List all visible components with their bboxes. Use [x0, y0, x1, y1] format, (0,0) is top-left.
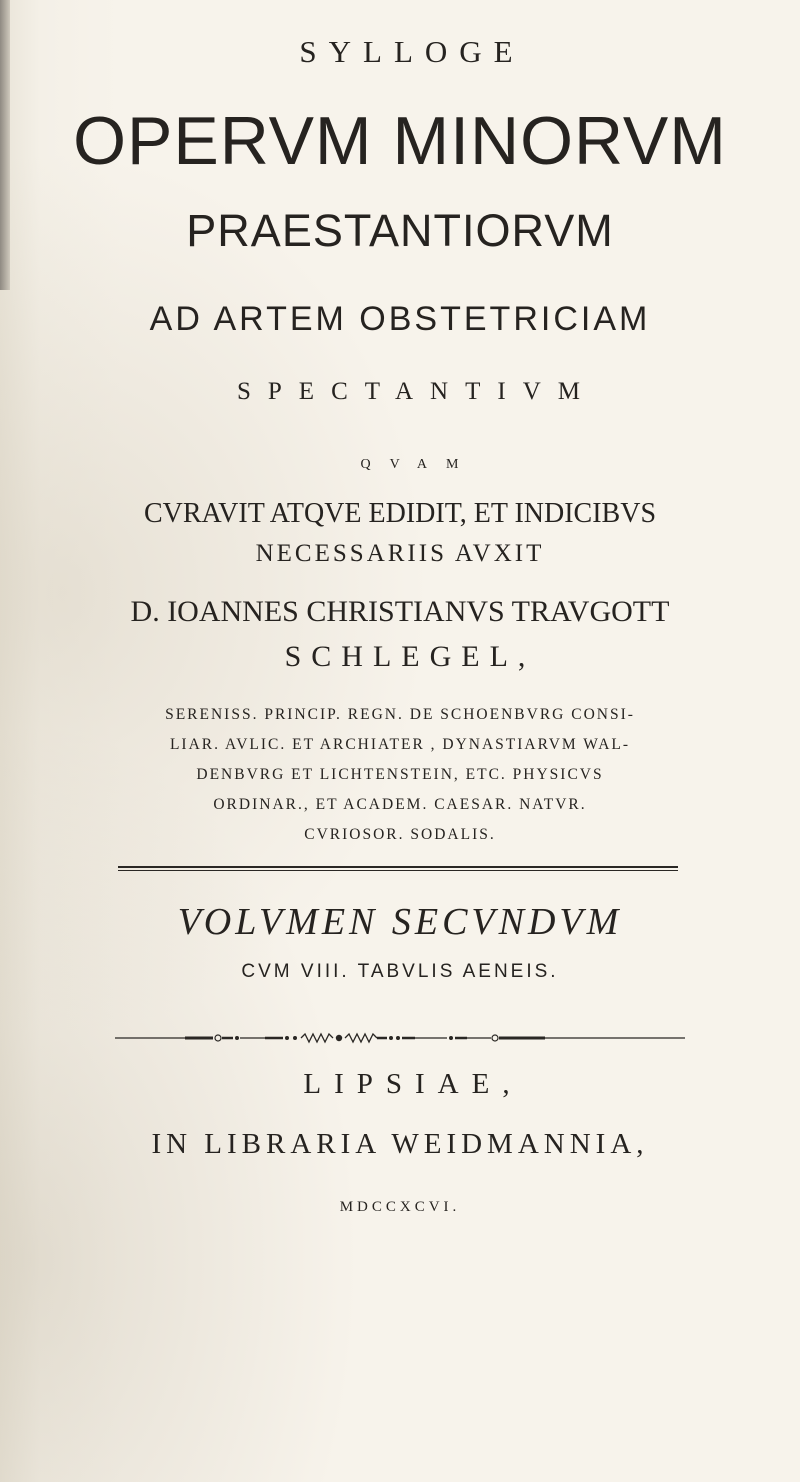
- subject-line: AD ARTEM OBSTETRICIAM: [149, 300, 651, 338]
- author-title-line: SERENISS. PRINCIP. REGN. DE SCHOENBVRG CONSI-: [165, 706, 635, 723]
- series-title-sylloge: SYLLOGE: [299, 34, 525, 69]
- author-name: D. IOANNES CHRISTIANVS TRAVGOTT: [130, 595, 670, 628]
- place-of-publication: LIPSIAE,: [303, 1068, 523, 1100]
- author-title-line: CVRIOSOR. SODALIS.: [304, 826, 496, 843]
- spectantium-line: SPECTANTIVM: [236, 378, 597, 405]
- main-title-line-1: OPERVM MINORVM: [73, 103, 727, 179]
- author-title-line: DENBVRG ET LICHTENSTEIN, ETC. PHYSICVS: [196, 766, 604, 783]
- volume-label: VOLVMEN SECVNDVM: [177, 901, 623, 943]
- editor-line-2: NECESSARIIS AVXIT: [255, 540, 545, 567]
- author-title-line: LIAR. AVLIC. ET ARCHIATER , DYNASTIARVM WAL-: [169, 736, 631, 753]
- main-title-line-2: PRAESTANTIORVM: [186, 205, 614, 256]
- plates-note: CVM VIII. TABVLIS AENEIS.: [241, 961, 559, 982]
- author-title-line: ORDINAR., ET ACADEM. CAESAR. NATVR.: [213, 796, 587, 813]
- ornamental-rule: [115, 1032, 685, 1044]
- publisher-line: IN LIBRARIA WEIDMANNIA,: [151, 1128, 649, 1160]
- editor-line-1: CVRAVIT ATQVE EDIDIT, ET INDICIBVS: [143, 498, 657, 529]
- publication-year: MDCCXCVI.: [339, 1199, 461, 1215]
- qvam-line: QVAM: [360, 457, 478, 472]
- author-surname: SCHLEGEL,: [284, 640, 536, 673]
- double-rule-divider: [118, 866, 678, 868]
